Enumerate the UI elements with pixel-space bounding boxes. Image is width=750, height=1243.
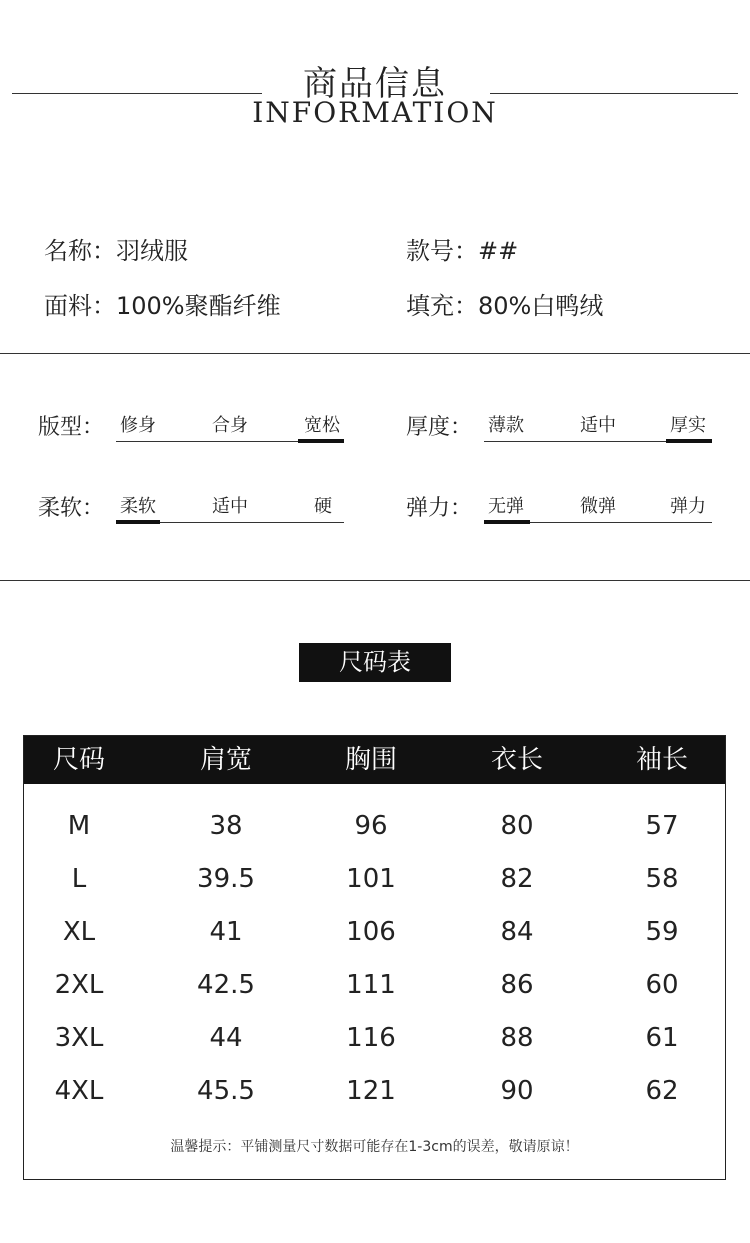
name-value: 羽绒服 <box>116 237 188 265</box>
header-chest: 胸围 <box>344 745 397 775</box>
attr-softness-option-1: 柔软 <box>120 496 156 517</box>
table-cell: 57 <box>645 811 679 841</box>
table-cell: 38 <box>209 811 243 841</box>
header-size: 尺码 <box>52 745 105 775</box>
table-cell: 45.5 <box>197 1076 255 1106</box>
fabric <box>44 286 281 321</box>
table-cell: 90 <box>500 1076 534 1106</box>
attr-fit-label: 版型： <box>38 415 105 440</box>
attr-fit-option-2: 合身 <box>212 415 248 436</box>
style-no-label: 款号： <box>406 237 478 265</box>
attr-softness-label: 柔软： <box>38 496 105 521</box>
table-cell: 60 <box>645 970 679 1000</box>
attr-softness-option-3: 硬 <box>314 496 332 517</box>
fabric-value: 100%聚酯纤维 <box>116 292 281 320</box>
attr-elasticity-selected-marker <box>484 520 530 524</box>
table-cell: 61 <box>645 1023 679 1053</box>
table-cell: 3XL <box>54 1023 104 1053</box>
table-cell: 121 <box>346 1076 396 1106</box>
attr-elasticity-option-1: 无弹 <box>488 496 524 517</box>
table-cell: 96 <box>354 811 388 841</box>
style-no-value: ## <box>478 237 519 265</box>
table-cell: 42.5 <box>197 970 255 1000</box>
size-table-header <box>24 736 725 784</box>
table-cell: 111 <box>346 970 396 1000</box>
attr-softness-option-2: 适中 <box>212 496 248 517</box>
table-cell: 59 <box>645 917 679 947</box>
table-cell: M <box>67 811 91 841</box>
attr-elasticity-option-3: 弹力 <box>670 496 706 517</box>
fabric-label: 面料： <box>44 292 116 320</box>
measurement-note: 温馨提示：平铺测量尺寸数据可能存在1-3cm的误差，敬请原谅！ <box>170 1139 579 1155</box>
page-subtitle: INFORMATION <box>252 96 498 129</box>
page-title: 商品信息 <box>303 64 447 104</box>
header-length: 衣长 <box>490 745 543 775</box>
table-cell: XL <box>62 917 96 947</box>
table-cell: 80 <box>500 811 534 841</box>
table-cell: 82 <box>500 864 534 894</box>
header-sleeve: 袖长 <box>635 745 688 775</box>
table-cell: 84 <box>500 917 534 947</box>
table-cell: 86 <box>500 970 534 1000</box>
attr-thickness-option-1: 薄款 <box>488 415 524 436</box>
size-table <box>23 735 726 1180</box>
style-number <box>406 231 518 266</box>
table-cell: 2XL <box>54 970 104 1000</box>
attr-thickness-option-2: 适中 <box>580 415 616 436</box>
attr-fit-option-3: 宽松 <box>304 415 340 436</box>
table-cell: 41 <box>209 917 243 947</box>
section-divider-2 <box>0 580 750 581</box>
attr-softness-scale <box>116 492 344 522</box>
attr-fit-scale <box>116 411 344 441</box>
table-cell: 106 <box>346 917 396 947</box>
table-cell: 4XL <box>54 1076 104 1106</box>
section-divider-1 <box>0 353 750 354</box>
table-cell: 44 <box>209 1023 243 1053</box>
name-label: 名称： <box>44 237 116 265</box>
attr-elasticity-option-2: 微弹 <box>580 496 616 517</box>
table-cell: 88 <box>500 1023 534 1053</box>
attr-thickness-scale <box>484 411 712 441</box>
attr-elasticity-scale <box>484 492 712 522</box>
table-cell: 39.5 <box>197 864 255 894</box>
header-shoulder: 肩宽 <box>199 745 252 775</box>
attr-fit-option-1: 修身 <box>120 415 156 436</box>
attr-thickness-option-3: 厚实 <box>670 415 706 436</box>
attr-fit-selected-marker <box>298 439 344 443</box>
table-cell: 116 <box>346 1023 396 1053</box>
attr-thickness-label: 厚度： <box>406 415 473 440</box>
attr-elasticity-label: 弹力： <box>406 496 473 521</box>
filling-value: 80%白鸭绒 <box>478 292 604 320</box>
table-cell: 101 <box>346 864 396 894</box>
product-name <box>44 231 188 266</box>
attr-thickness-selected-marker <box>666 439 712 443</box>
attr-softness-selected-marker <box>116 520 160 524</box>
table-cell: 58 <box>645 864 679 894</box>
size-chart-badge: 尺码表 <box>299 643 451 682</box>
filling-label: 填充： <box>406 292 478 320</box>
table-cell: 62 <box>645 1076 679 1106</box>
table-cell: L <box>71 864 87 894</box>
filling <box>406 286 603 321</box>
